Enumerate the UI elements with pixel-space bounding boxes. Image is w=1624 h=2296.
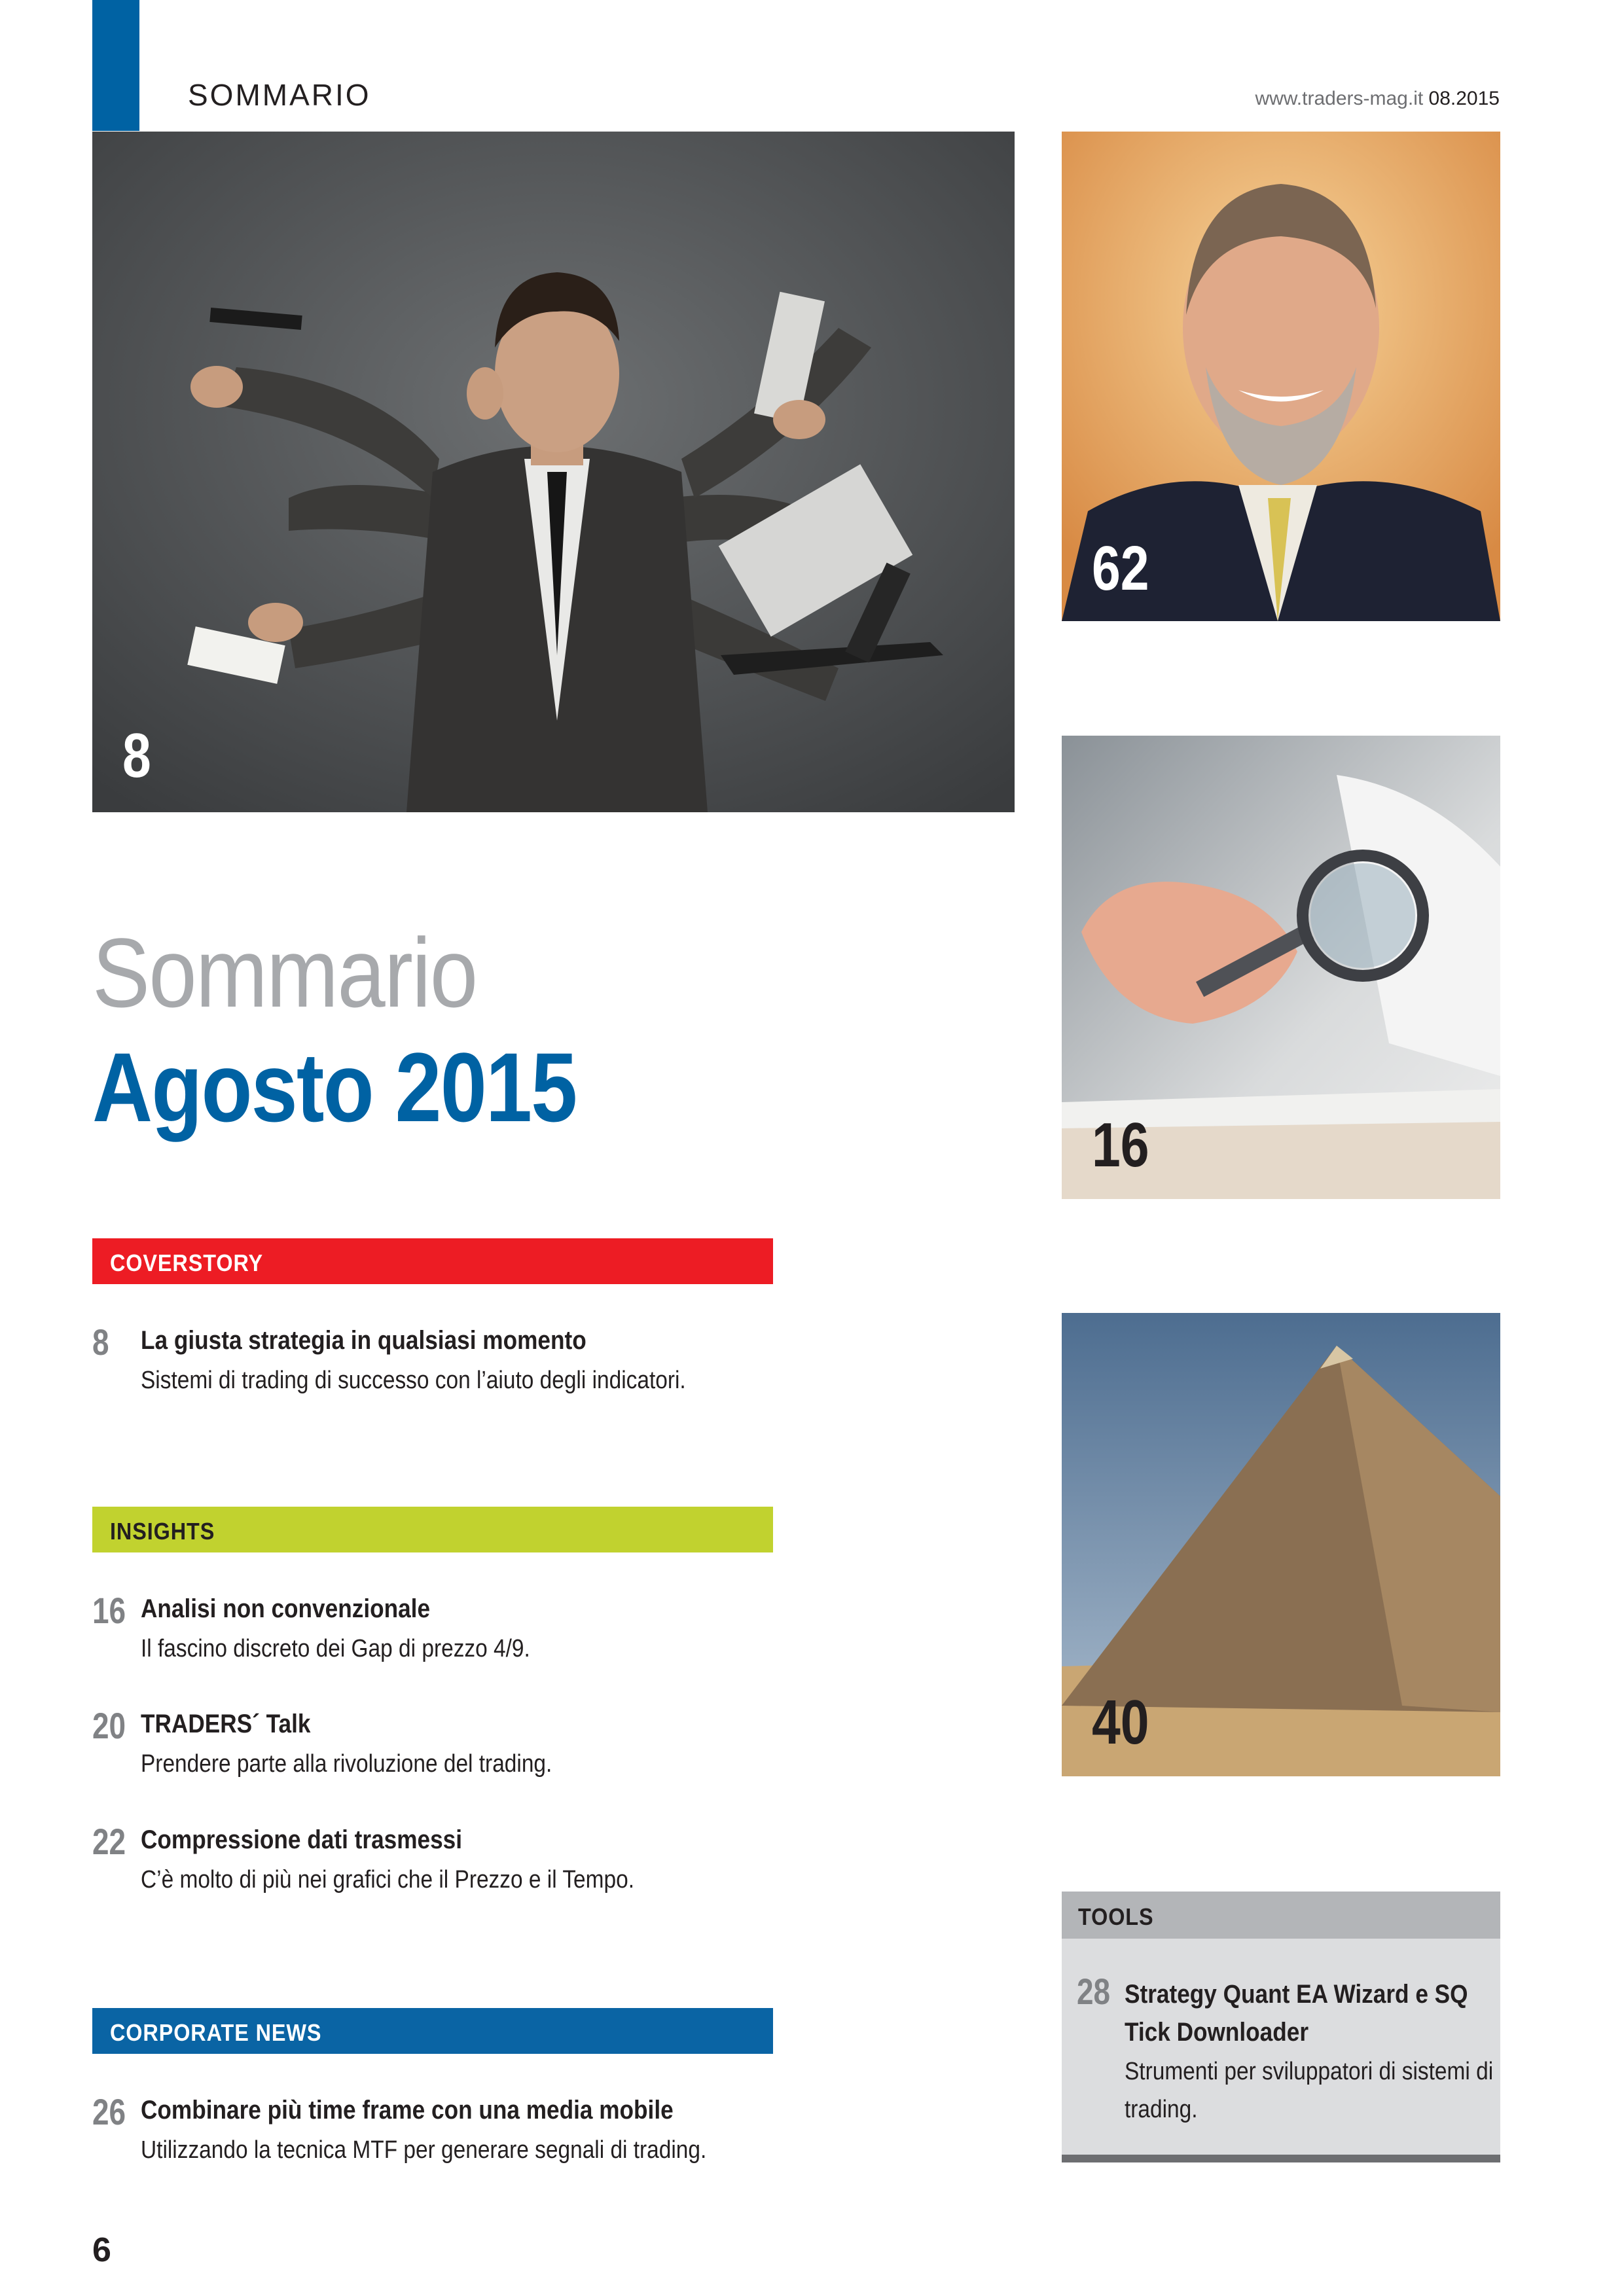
header-accent-bar	[92, 0, 139, 131]
magnifier-photo-page-number: 16	[1092, 1110, 1149, 1180]
section-bar-insights	[92, 1507, 773, 1552]
magnifier-photo[interactable]	[1062, 736, 1500, 1199]
toc-title: Strategy Quant EA Wizard e SQ Tick Downloader	[1125, 1980, 1468, 2047]
header-section-title: SOMMARIO	[188, 78, 371, 112]
businessman-illustration	[92, 132, 1015, 812]
toc-title: TRADERS´ Talk	[141, 1710, 311, 1738]
pyramid-photo[interactable]	[1062, 1313, 1500, 1776]
toc-title: Analisi non convenzionale	[141, 1594, 431, 1623]
toc-page-number: 22	[92, 1821, 126, 1862]
section-bar-corporate-news	[92, 2008, 773, 2054]
toc-title: Combinare più time frame con una media mobile	[141, 2096, 674, 2125]
section-label-coverstory: COVERSTORY	[110, 1249, 264, 1276]
portrait-photo[interactable]	[1062, 132, 1500, 621]
issue-number: 08.2015	[1428, 88, 1500, 109]
section-label-tools: TOOLS	[1078, 1903, 1154, 1930]
cover-photo[interactable]	[92, 132, 1015, 812]
page-title-main: Agosto 2015	[92, 1032, 577, 1142]
section-bar-coverstory	[92, 1238, 773, 1284]
toc-title: Compressione dati trasmessi	[141, 1825, 463, 1854]
portrait-photo-page-number: 62	[1092, 533, 1149, 603]
section-label-corporate-news: CORPORATE NEWS	[110, 2019, 322, 2046]
page-number: 6	[92, 2231, 111, 2269]
page-title-light: Sommario	[92, 918, 477, 1028]
header-meta	[1255, 88, 1500, 110]
toc-page-number: 28	[1077, 1971, 1111, 2012]
toc-page-number: 20	[92, 1705, 126, 1746]
toc-subtitle: Prendere parte alla rivoluzione del trading.	[141, 1750, 552, 1778]
toc-subtitle: Il fascino discreto dei Gap di prezzo 4/9.	[141, 1635, 530, 1662]
toc-subtitle: Strumenti per sviluppatori di sistemi di trading.	[1125, 2058, 1494, 2123]
toc-page-number: 26	[92, 2091, 126, 2132]
toc-subtitle: Utilizzando la tecnica MTF per generare segnali di trading.	[141, 2136, 707, 2164]
toc-subtitle: C’è molto di più nei grafici che il Prezzo e il Tempo.	[141, 1866, 634, 1893]
pyramid-photo-page-number: 40	[1092, 1687, 1149, 1757]
toc-page-number: 16	[92, 1590, 126, 1631]
toc-subtitle: Sistemi di trading di successo con l’aiuto degli indicatori.	[141, 1367, 686, 1394]
website-link[interactable]: www.traders-mag.it	[1255, 88, 1424, 109]
cover-photo-page-number: 8	[122, 721, 151, 791]
section-label-insights: INSIGHTS	[110, 1518, 215, 1545]
toc-page-number: 8	[92, 1321, 109, 1363]
section-bar-tools	[1062, 1892, 1500, 1939]
toc-title: La giusta strategia in qualsiasi momento	[141, 1326, 586, 1355]
tools-panel-bottom-rule	[1062, 2155, 1500, 2162]
